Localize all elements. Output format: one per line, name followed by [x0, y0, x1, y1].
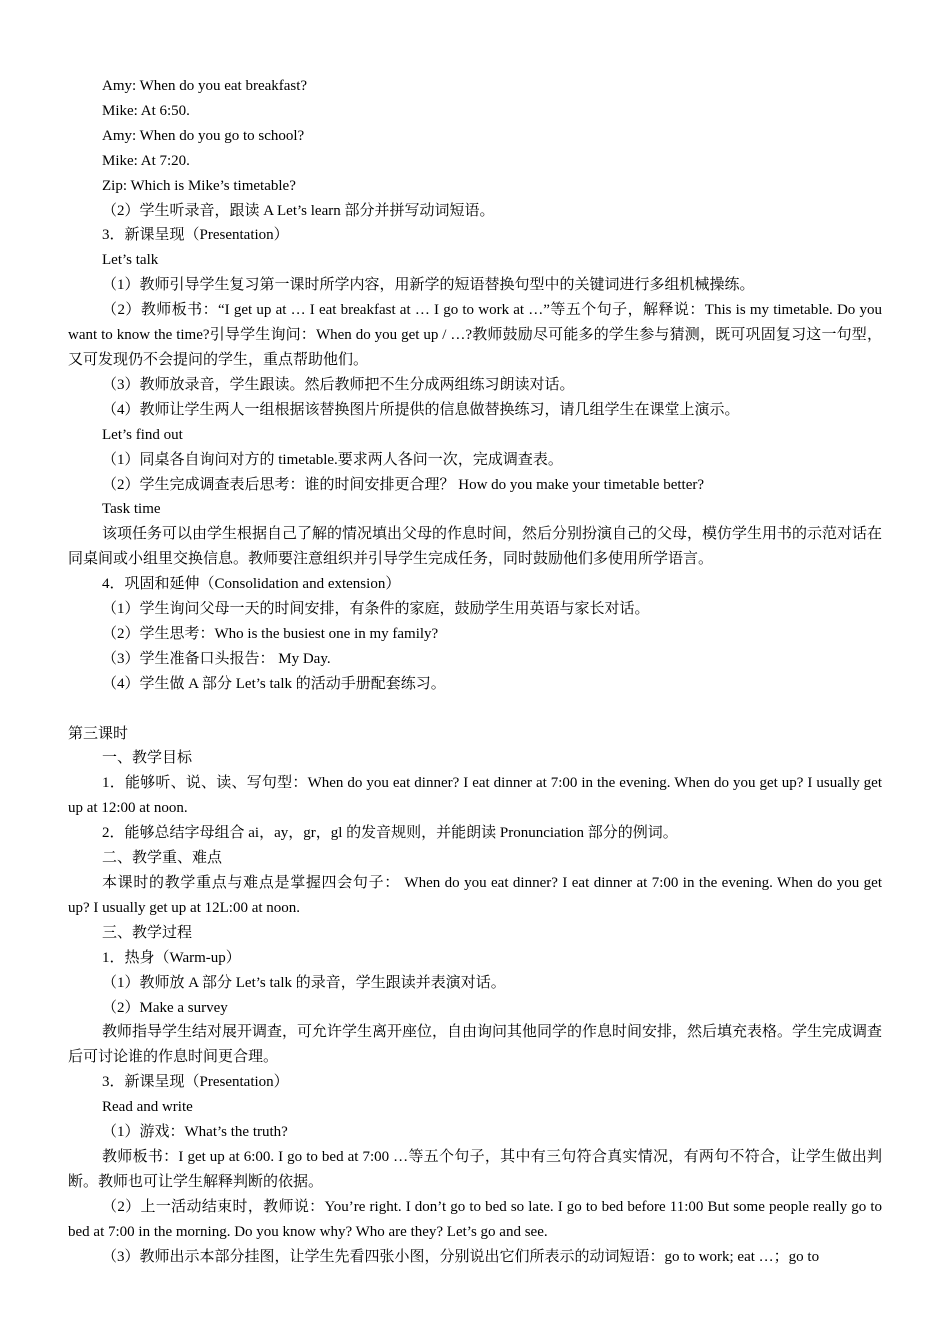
paragraph: （2）上一活动结束时，教师说：You’re right. I don’t go to bed so late. I go to bed before 11:00 But some people really go to bed at 7:00 in the morning. Do you know why? Who are they? Let’s go and see. — [68, 1198, 882, 1240]
paragraph: （3）教师放录音，学生跟读。然后教师把不生分成两组练习朗读对话。 — [102, 376, 575, 393]
paragraph: Task time — [102, 501, 161, 518]
paragraph: Amy: When do you go to school? — [102, 127, 305, 144]
paragraph: Let’s talk — [102, 252, 159, 269]
paragraph: 三、教学过程 — [102, 924, 193, 941]
paragraph: 1．能够听、说、读、写句型：When do you eat dinner? I eat dinner at 7:00 in the evening. When do you get up? I usually get up at 12:00 at noon. — [68, 775, 882, 817]
paragraph: （2）学生完成调查表后思考：谁的时间安排更合理？ How do you make your timetable better? — [102, 476, 705, 493]
paragraph: 3．新课呈现（Presentation） — [102, 1074, 289, 1091]
paragraph: 3．新课呈现（Presentation） — [102, 227, 289, 244]
paragraph: 该项任务可以由学生根据自己了解的情况填出父母的作息时间，然后分别扮演自己的父母，模仿学生用书的示范对话在同桌间或小组里交换信息。教师要注意组织并引导学生完成任务，同时鼓励他们多使用所学语言。 — [68, 526, 883, 568]
paragraph: Amy: When do you eat breakfast? — [102, 78, 308, 94]
blank-line — [68, 697, 882, 722]
paragraph: 4．巩固和延伸（Consolidation and extension） — [102, 576, 401, 593]
document-body — [68, 74, 882, 1269]
section-heading: 第三课时 — [68, 725, 129, 742]
paragraph: 二、教学重、难点 — [102, 850, 223, 867]
paragraph: （4）教师让学生两人一组根据该替换图片所提供的信息做替换练习，请几组学生在课堂上演示。 — [102, 401, 740, 418]
paragraph: （1）游戏：What’s the truth? — [102, 1124, 288, 1141]
paragraph: （4）学生做 A 部分 Let’s talk 的活动手册配套练习。 — [102, 675, 446, 692]
paragraph: Mike: At 6:50. — [102, 102, 190, 119]
paragraph: （1）同桌各自询问对方的 timetable.要求两人各问一次，完成调查表。 — [102, 451, 563, 468]
paragraph: 本课时的教学重点与难点是掌握四会句子： When do you eat dinner? I eat dinner at 7:00 in the evening. When do you get up? I usually get up at 12L:00 at noon. — [68, 874, 882, 916]
paragraph: （1）学生询问父母一天的时间安排，有条件的家庭，鼓励学生用英语与家长对话。 — [102, 601, 650, 618]
paragraph: Mike: At 7:20. — [102, 152, 190, 169]
paragraph: （2）教师板书：“I get up at … I eat breakfast at … I go to work at …”等五个句子，解释说：This is my timetable. Do you want to know the time?引导学生询问：When do you get up / …?教师鼓励尽可能多的学生参与猜测，既可巩固复习这一句型，又可发现仍不会提问的学生，重点帮助他们。 — [68, 302, 882, 368]
paragraph: （1）教师引导学生复习第一课时所学内容，用新学的短语替换句型中的关键词进行多组机械操练。 — [102, 277, 755, 294]
paragraph: （2）Make a survey — [102, 999, 228, 1016]
paragraph: （3）教师出示本部分挂图，让学生先看四张小图，分别说出它们所表示的动词短语：go to work; eat …；go to — [102, 1248, 820, 1265]
paragraph: （1）教师放 A 部分 Let’s talk 的录音，学生跟读并表演对话。 — [102, 974, 506, 991]
paragraph: Let’s find out — [102, 426, 183, 443]
paragraph: Read and write — [102, 1099, 193, 1116]
paragraph: 教师板书：I get up at 6:00. I go to bed at 7:00 …等五个句子，其中有三句符合真实情况，有两句不符合，让学生做出判断。教师也可让学生解释判断的依据。 — [68, 1148, 882, 1190]
paragraph: （2）学生思考：Who is the busiest one in my family? — [102, 625, 439, 642]
paragraph: （3）学生准备口头报告： My Day. — [102, 650, 331, 667]
paragraph: 2．能够总结字母组合 ai，ay，gr，gl 的发音规则，并能朗读 Pronunciation 部分的例词。 — [102, 825, 678, 842]
paragraph: 1．热身（Warm-up） — [102, 949, 241, 966]
paragraph: 教师指导学生结对展开调查，可允许学生离开座位，自由询问其他同学的作息时间安排，然后填充表格。学生完成调查后可讨论谁的作息时间更合理。 — [68, 1024, 883, 1066]
paragraph: （2）学生听录音，跟读 A Let’s learn 部分并拼写动词短语。 — [102, 202, 495, 219]
paragraph: 一、教学目标 — [102, 750, 193, 767]
paragraph: Zip: Which is Mike’s timetable? — [102, 177, 296, 194]
